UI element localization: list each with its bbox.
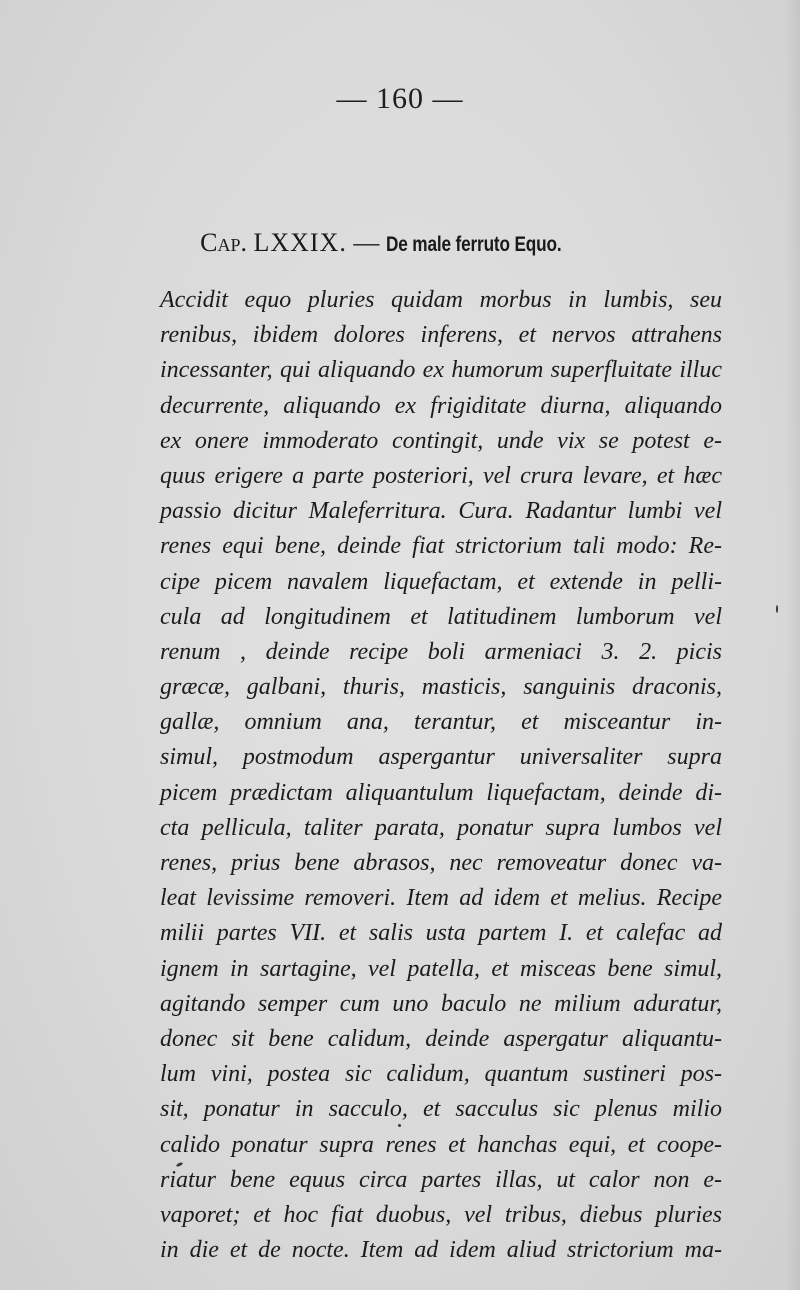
chapter-heading <box>0 228 800 258</box>
text-line: incessanter, qui aliquando ex humorum superfluitate illuc <box>160 357 722 384</box>
page-edge-shadow <box>786 0 800 1290</box>
text-line: passio dicitur Maleferritura. Cura. Radantur lumbi vel <box>160 498 722 525</box>
text-line: renes equi bene, deinde fiat strictorium tali modo: Re- <box>160 533 722 560</box>
text-line: quus erigere a parte posteriori, vel crura levare, et hæc <box>160 462 722 489</box>
text-line: in die et de nocte. Item ad idem aliud strictorium ma- <box>160 1237 722 1264</box>
chapter-title: De male ferruto Equo. <box>385 233 562 256</box>
text-line: renum , deinde recipe boli armeniaci 3. 2. picis <box>160 638 722 665</box>
text-line: sit, ponatur in sacculo, et sacculus sic plenus milio <box>160 1096 722 1123</box>
text-line: renibus, ibidem dolores inferens, et nervos attrahens <box>160 322 722 349</box>
text-line: cula ad longitudinem et latitudinem lumborum vel <box>160 603 722 630</box>
text-line: decurrente, aliquando ex frigiditate diurna, aliquando <box>160 392 722 419</box>
ink-speck <box>776 605 778 613</box>
chapter-label: Cap. <box>200 228 247 257</box>
text-line: agitando semper cum uno baculo ne milium aduratur, <box>160 990 722 1017</box>
chapter-numeral: LXXIX. <box>253 228 347 257</box>
ink-speck <box>398 1124 401 1127</box>
text-line: vaporet; et hoc fiat duobus, vel tribus, diebus pluries <box>160 1201 722 1228</box>
text-line: calido ponatur supra renes et hanchas equi, et coope- <box>160 1131 722 1158</box>
page-number: — 160 — <box>336 82 464 115</box>
text-line: leat levissime removeri. Item ad idem et melius. Recipe <box>160 885 722 912</box>
text-line: Accidit equo pluries quidam morbus in lumbis, seu <box>160 287 722 313</box>
text-line: renes, prius bene abrasos, nec removeatur donec va- <box>160 850 722 876</box>
text-line: milii partes VII. et salis usta partem I. et calefac ad <box>160 920 722 947</box>
text-line: simul, postmodum aspergantur universaliter supra <box>160 744 722 771</box>
text-line: ignem in sartagine, vel patella, et misceas bene simul, <box>160 955 722 982</box>
text-line: riatur bene equus circa partes illas, ut calor non e- <box>160 1166 722 1193</box>
text-line: ex onere immoderato contingit, unde vix se potest e- <box>160 427 722 454</box>
text-line: græcæ, galbani, thuris, masticis, sanguinis draconis, <box>160 674 722 701</box>
text-line: picem prædictam aliquantulum liquefactam, deinde di- <box>160 779 722 806</box>
text-line: cipe picem navalem liquefactam, et extende in pelli- <box>160 568 722 595</box>
body-text <box>160 283 722 1268</box>
text-line: lum vini, postea sic calidum, quantum sustineri pos- <box>160 1061 722 1088</box>
text-line: donec sit bene calidum, deinde aspergatur aliquantu- <box>160 1025 722 1052</box>
text-line: gallæ, omnium ana, terantur, et misceantur in- <box>160 709 722 736</box>
text-line: cta pellicula, taliter parata, ponatur supra lumbos vel <box>160 814 722 841</box>
heading-dash: — <box>353 228 380 257</box>
